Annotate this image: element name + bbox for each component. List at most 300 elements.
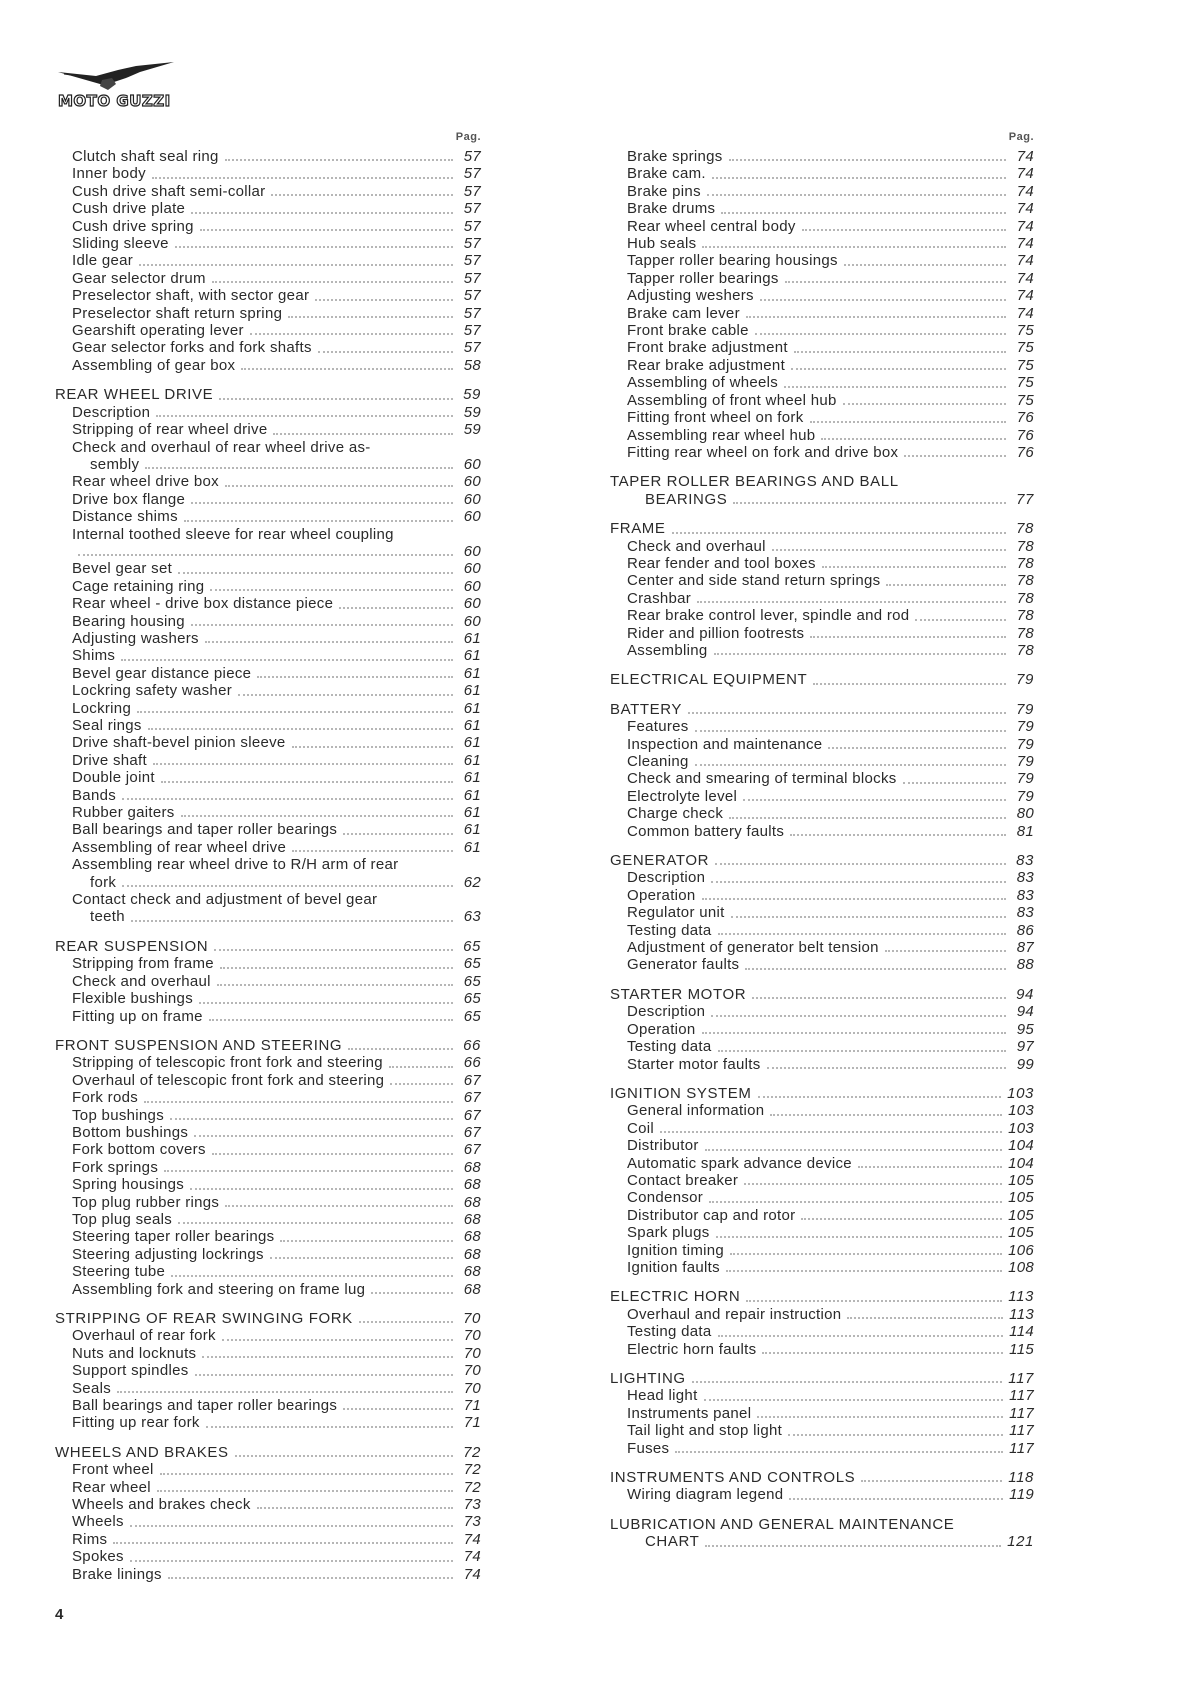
toc-entry[interactable] <box>55 1211 481 1228</box>
toc-section-heading[interactable] <box>55 386 481 403</box>
toc-entry[interactable] <box>610 252 1034 269</box>
toc-entry[interactable] <box>55 1124 481 1141</box>
toc-entry-label: Stripping of telescopic front fork and steering <box>72 1054 383 1072</box>
toc-entry-continued[interactable] <box>55 908 481 925</box>
toc-section-heading[interactable] <box>610 852 1034 869</box>
toc-entry-label: Description <box>627 869 706 887</box>
toc-entry[interactable] <box>610 555 1034 572</box>
toc-page-number: 87 <box>1016 939 1034 957</box>
toc-entry-label: Brake springs <box>627 148 723 165</box>
toc-section-heading[interactable] <box>610 671 1034 688</box>
toc-entry[interactable] <box>610 392 1034 409</box>
dot-leader <box>788 1434 1003 1436</box>
dot-leader <box>744 1183 1002 1185</box>
toc-entry-label: Bevel gear distance piece <box>72 664 252 682</box>
toc-entry[interactable] <box>55 839 481 856</box>
toc-entry[interactable] <box>610 805 1034 822</box>
toc-page-number: 119 <box>1009 1486 1034 1504</box>
toc-entry-label: Assembling rear wheel drive to R/H arm of rear <box>72 856 399 874</box>
toc-entry-label: Rear brake adjustment <box>627 356 786 374</box>
dot-leader <box>802 229 1006 231</box>
toc-entry[interactable] <box>55 1380 481 1397</box>
toc-section <box>610 671 1034 688</box>
toc-page-number: 86 <box>1016 921 1034 939</box>
toc-page-number: 74 <box>1016 148 1034 165</box>
toc-entry[interactable] <box>55 305 481 322</box>
toc-entry[interactable] <box>55 404 481 421</box>
toc-page-number: 95 <box>1016 1020 1034 1038</box>
toc-entry[interactable] <box>610 1038 1034 1055</box>
toc-entry-label: WHEELS AND BRAKES <box>55 1443 229 1461</box>
toc-section <box>610 520 1034 659</box>
toc-entry-label: Testing data <box>627 921 712 939</box>
toc-page-number: 61 <box>463 786 481 804</box>
dot-leader <box>160 1473 453 1475</box>
toc-entry[interactable] <box>610 1120 1034 1137</box>
toc-entry-label: Electrolyte level <box>627 787 738 805</box>
toc-entry-label: Bevel gear set <box>72 560 173 578</box>
toc-entry[interactable] <box>55 821 481 838</box>
toc-page-number: 79 <box>1016 671 1034 689</box>
toc-page-number: 68 <box>463 1176 481 1194</box>
toc-entry[interactable] <box>610 409 1034 426</box>
toc-entry[interactable] <box>610 1387 1034 1404</box>
toc-page-number: 65 <box>463 990 481 1008</box>
toc-entry[interactable] <box>610 1224 1034 1241</box>
toc-entry[interactable] <box>610 753 1034 770</box>
toc-entry[interactable] <box>610 1422 1034 1439</box>
dot-leader <box>794 351 1006 353</box>
toc-entry-label: Seal rings <box>72 717 142 734</box>
dot-leader <box>195 1374 453 1376</box>
toc-entry[interactable] <box>55 1159 481 1176</box>
toc-entry[interactable] <box>55 1479 481 1496</box>
toc-entry-label: Front wheel <box>72 1461 154 1479</box>
toc-section <box>610 473 1034 508</box>
dot-leader <box>758 1096 1002 1098</box>
toc-section-heading-continued[interactable] <box>610 491 1034 508</box>
toc-entry[interactable] <box>55 752 481 769</box>
toc-entry[interactable] <box>55 1141 481 1158</box>
toc-entry[interactable] <box>610 322 1034 339</box>
toc-page-number: 68 <box>463 1210 481 1228</box>
dot-leader <box>695 730 1006 732</box>
toc-page-number: 97 <box>1016 1038 1034 1056</box>
toc-entry-label: Cage retaining ring <box>72 577 205 595</box>
toc-page-number: 60 <box>463 542 481 560</box>
dot-leader <box>175 246 453 248</box>
toc-entry-label: Center and side stand return springs <box>627 572 881 590</box>
dot-leader <box>217 984 453 986</box>
toc-section-heading[interactable] <box>55 1310 481 1327</box>
toc-entry[interactable] <box>55 1263 481 1280</box>
toc-entry[interactable] <box>55 1566 481 1583</box>
toc-entry[interactable] <box>610 287 1034 304</box>
toc-entry-label: Drive shaft-bevel pinion sleeve <box>72 734 286 752</box>
toc-entry[interactable] <box>610 427 1034 444</box>
toc-entry-label: Wiring diagram legend <box>627 1486 784 1504</box>
toc-entry-label: Hub seals <box>627 235 697 253</box>
dot-leader <box>130 1525 453 1527</box>
toc-page-number: 113 <box>1008 1288 1034 1306</box>
toc-entry[interactable] <box>55 856 481 873</box>
toc-entry-label: Adjusting washers <box>72 629 199 647</box>
toc-page-number: 115 <box>1009 1340 1034 1358</box>
toc-entry[interactable] <box>55 1107 481 1124</box>
toc-entry[interactable] <box>610 270 1034 287</box>
dot-leader <box>199 1002 453 1004</box>
toc-entry[interactable] <box>610 200 1034 217</box>
toc-entry[interactable] <box>55 491 481 508</box>
toc-entry[interactable] <box>610 770 1034 787</box>
toc-entry-label: Preselector shaft return spring <box>72 304 283 322</box>
toc-section-heading-continued[interactable] <box>610 1533 1034 1550</box>
toc-entry[interactable] <box>55 990 481 1007</box>
toc-entry[interactable] <box>610 1341 1034 1358</box>
toc-entry-label: Brake drums <box>627 200 716 218</box>
dot-leader <box>714 653 1006 655</box>
dot-leader <box>702 1032 1006 1034</box>
toc-entry[interactable] <box>55 473 481 490</box>
toc-entry[interactable] <box>55 630 481 647</box>
toc-entry-label: Assembling rear wheel hub <box>627 426 816 444</box>
toc-page-number: 75 <box>1016 356 1034 374</box>
toc-section <box>610 1516 1034 1551</box>
toc-entry[interactable] <box>610 305 1034 322</box>
toc-page-number: 117 <box>1009 1404 1034 1422</box>
toc-entry[interactable] <box>55 218 481 235</box>
dot-leader <box>711 1015 1006 1017</box>
toc-entry[interactable] <box>610 374 1034 391</box>
toc-page-number: 65 <box>463 937 481 955</box>
toc-entry[interactable] <box>610 1137 1034 1154</box>
toc-entry[interactable] <box>55 647 481 664</box>
toc-entry[interactable] <box>55 1345 481 1362</box>
toc-entry-label: Contact breaker <box>627 1171 739 1189</box>
toc-page-number: 70 <box>463 1379 481 1397</box>
toc-page-number: 59 <box>463 421 481 439</box>
toc-entry[interactable] <box>610 1189 1034 1206</box>
toc-page-number: 72 <box>463 1478 481 1496</box>
toc-entry[interactable] <box>610 1207 1034 1224</box>
dot-leader <box>844 264 1006 266</box>
toc-entry[interactable] <box>55 235 481 252</box>
toc-entry[interactable] <box>55 1008 481 1025</box>
toc-entry-label: Wheels <box>72 1513 124 1531</box>
dot-leader <box>181 815 453 817</box>
toc-entry[interactable] <box>610 736 1034 753</box>
dot-leader <box>730 1253 1002 1255</box>
toc-page-number: 106 <box>1008 1241 1034 1259</box>
toc-entry[interactable] <box>55 252 481 269</box>
toc-entry[interactable] <box>55 1176 481 1193</box>
toc-entry[interactable] <box>55 165 481 182</box>
toc-page-number: 79 <box>1016 787 1034 805</box>
toc-section-heading[interactable] <box>610 1085 1034 1102</box>
toc-entry-label: Assembling fork and steering on frame lug <box>72 1280 366 1298</box>
toc-entry[interactable] <box>610 1440 1034 1457</box>
toc-page-number: 68 <box>463 1158 481 1176</box>
toc-page-number: 77 <box>1016 490 1034 508</box>
dot-leader <box>772 549 1006 551</box>
toc-section-heading[interactable] <box>610 473 1034 490</box>
dot-leader <box>389 1066 453 1068</box>
toc-entry[interactable] <box>610 1056 1034 1073</box>
toc-entry-label: Starter motor faults <box>627 1055 761 1073</box>
toc-page-number: 74 <box>463 1548 481 1566</box>
toc-entry[interactable] <box>55 1194 481 1211</box>
toc-entry[interactable] <box>610 218 1034 235</box>
toc-page-number: 57 <box>463 165 481 183</box>
toc-page-number: 72 <box>463 1443 481 1461</box>
toc-entry-label: Fork bottom covers <box>72 1141 206 1159</box>
toc-entry[interactable] <box>55 357 481 374</box>
toc-entry-continued[interactable] <box>55 543 481 560</box>
toc-entry[interactable] <box>55 578 481 595</box>
dot-leader <box>235 1455 453 1457</box>
toc-entry-label: Overhaul and repair instruction <box>627 1305 842 1323</box>
toc-entry[interactable] <box>55 339 481 356</box>
toc-entry[interactable] <box>610 788 1034 805</box>
toc-entry[interactable] <box>610 165 1034 182</box>
toc-entry[interactable] <box>610 1102 1034 1119</box>
dot-leader <box>904 455 1006 457</box>
toc-entry-label: Rider and pillion footrests <box>627 624 805 642</box>
toc-section-heading[interactable] <box>55 1444 481 1461</box>
toc-entry[interactable] <box>610 1242 1034 1259</box>
dot-leader <box>219 398 453 400</box>
toc-entry[interactable] <box>55 1362 481 1379</box>
toc-entry[interactable] <box>55 270 481 287</box>
toc-entry-label: Automatic spark advance device <box>627 1154 852 1172</box>
toc-entry[interactable] <box>55 804 481 821</box>
toc-page-number: 75 <box>1016 322 1034 340</box>
toc-entry[interactable] <box>55 700 481 717</box>
toc-entry[interactable] <box>610 1259 1034 1276</box>
toc-entry[interactable] <box>55 183 481 200</box>
toc-entry[interactable] <box>55 421 481 438</box>
toc-entry-label: Spokes <box>72 1548 124 1566</box>
toc-entry-label-continued: CHART <box>645 1533 700 1551</box>
toc-entry-label: Features <box>627 718 689 736</box>
toc-entry[interactable] <box>55 595 481 612</box>
toc-page-number: 79 <box>1016 753 1034 770</box>
toc-entry[interactable] <box>610 939 1034 956</box>
toc-entry[interactable] <box>610 956 1034 973</box>
dot-leader <box>212 1153 453 1155</box>
toc-entry[interactable] <box>610 235 1034 252</box>
toc-entry[interactable] <box>610 339 1034 356</box>
toc-page-number: 60 <box>463 490 481 508</box>
toc-page-number: 61 <box>463 682 481 700</box>
toc-entry[interactable] <box>55 1072 481 1089</box>
toc-section <box>610 1085 1034 1276</box>
dot-leader <box>318 351 453 353</box>
toc-entry[interactable] <box>55 613 481 630</box>
dot-leader <box>733 502 1006 504</box>
toc-entry[interactable] <box>55 1228 481 1245</box>
toc-entry[interactable] <box>55 682 481 699</box>
toc-entry[interactable] <box>55 1054 481 1071</box>
toc-entry-label: Operation <box>627 886 696 904</box>
toc-entry[interactable] <box>55 1397 481 1414</box>
toc-entry[interactable] <box>610 1405 1034 1422</box>
toc-entry[interactable] <box>610 1323 1034 1340</box>
toc-entry[interactable] <box>55 526 481 543</box>
toc-page-number: 57 <box>463 217 481 235</box>
toc-entry[interactable] <box>55 769 481 786</box>
toc-entry-label: Top bushings <box>72 1106 164 1124</box>
dot-leader <box>745 968 1006 970</box>
toc-entry[interactable] <box>55 955 481 972</box>
dot-leader <box>718 933 1007 935</box>
toc-entry[interactable] <box>55 287 481 304</box>
toc-entry[interactable] <box>55 1327 481 1344</box>
toc-entry[interactable] <box>55 200 481 217</box>
toc-entry-label: Rear wheel drive box <box>72 473 219 491</box>
toc-entry[interactable] <box>610 590 1034 607</box>
dot-leader <box>790 834 1006 836</box>
toc-page-number: 68 <box>463 1228 481 1246</box>
toc-entry[interactable] <box>55 734 481 751</box>
toc-entry[interactable] <box>610 625 1034 642</box>
toc-entry[interactable] <box>55 1513 481 1530</box>
toc-entry[interactable] <box>55 973 481 990</box>
toc-entry[interactable] <box>55 787 481 804</box>
toc-section-heading[interactable] <box>610 1288 1034 1305</box>
toc-entry-continued[interactable] <box>55 456 481 473</box>
dot-leader <box>122 798 453 800</box>
dot-leader <box>139 264 453 266</box>
toc-section-heading[interactable] <box>610 520 1034 537</box>
toc-entry[interactable] <box>55 717 481 734</box>
toc-page-number: 70 <box>463 1310 481 1327</box>
toc-entry[interactable] <box>610 444 1034 461</box>
toc-entry[interactable] <box>610 922 1034 939</box>
toc-page-number: 78 <box>1016 607 1034 625</box>
dot-leader <box>692 1381 1003 1383</box>
toc-section-heading[interactable] <box>55 938 481 955</box>
toc-entry[interactable] <box>610 1306 1034 1323</box>
toc-section-heading[interactable] <box>610 1370 1034 1387</box>
toc-entry-label: Gear selector forks and fork shafts <box>72 339 312 357</box>
toc-entry[interactable] <box>55 891 481 908</box>
toc-entry[interactable] <box>55 1414 481 1431</box>
toc-entry[interactable] <box>610 572 1034 589</box>
dot-leader <box>339 607 453 609</box>
toc-entry[interactable] <box>610 357 1034 374</box>
toc-entry[interactable] <box>610 869 1034 886</box>
toc-entry[interactable] <box>610 1003 1034 1020</box>
dot-leader <box>348 1048 453 1050</box>
toc-entry[interactable] <box>610 642 1034 659</box>
toc-page-number: 67 <box>463 1089 481 1107</box>
dot-leader <box>190 1188 453 1190</box>
toc-section-heading[interactable] <box>610 1516 1034 1533</box>
toc-entry[interactable] <box>55 560 481 577</box>
toc-page-number: 74 <box>1016 304 1034 322</box>
dot-leader <box>705 1149 1002 1151</box>
toc-entry[interactable] <box>55 1496 481 1513</box>
toc-entry-label: TAPER ROLLER BEARINGS AND BALL <box>610 473 899 491</box>
toc-entry[interactable] <box>55 148 481 165</box>
toc-entry[interactable] <box>610 607 1034 624</box>
toc-entry[interactable] <box>55 1548 481 1565</box>
toc-entry-label: Testing data <box>627 1323 712 1341</box>
toc-page-number: 99 <box>1016 1055 1034 1073</box>
toc-entry-label: Spark plugs <box>627 1224 710 1242</box>
toc-page-number: 61 <box>463 699 481 717</box>
toc-entry[interactable] <box>55 1531 481 1548</box>
toc-entry[interactable] <box>610 148 1034 165</box>
toc-page-number: 78 <box>1016 537 1034 555</box>
toc-entry[interactable] <box>610 823 1034 840</box>
toc-section-heading[interactable] <box>610 986 1034 1003</box>
toc-entry[interactable] <box>610 1155 1034 1172</box>
toc-entry[interactable] <box>55 1089 481 1106</box>
toc-entry[interactable] <box>55 1461 481 1478</box>
toc-entry-label: Gearshift operating lever <box>72 322 244 340</box>
toc-section-heading[interactable] <box>610 701 1034 718</box>
toc-page-number: 118 <box>1008 1469 1034 1487</box>
toc-page-number: 67 <box>463 1106 481 1124</box>
toc-page-number: 59 <box>463 403 481 421</box>
toc-entry[interactable] <box>55 1246 481 1263</box>
toc-page-number: 59 <box>463 386 481 404</box>
toc-entry-label: Idle gear <box>72 252 134 270</box>
toc-page-number: 83 <box>1016 904 1034 922</box>
toc-entry[interactable] <box>610 904 1034 921</box>
toc-page-number: 74 <box>1016 269 1034 287</box>
dot-leader <box>200 229 453 231</box>
toc-entry[interactable] <box>610 538 1034 555</box>
dot-leader <box>191 502 453 504</box>
toc-entry-label: Cush drive plate <box>72 200 186 218</box>
toc-page-number: 94 <box>1016 1003 1034 1021</box>
toc-entry[interactable] <box>55 508 481 525</box>
toc-entry[interactable] <box>610 1486 1034 1503</box>
toc-section-heading[interactable] <box>610 1469 1034 1486</box>
toc-page-number: 117 <box>1009 1439 1034 1457</box>
toc-section-heading[interactable] <box>55 1037 481 1054</box>
toc-entry-label: Rubber gaiters <box>72 804 175 822</box>
toc-page-number: 79 <box>1016 700 1034 718</box>
toc-page-number: 74 <box>463 1565 481 1583</box>
dot-leader <box>178 1222 453 1224</box>
toc-entry-continued[interactable] <box>55 874 481 891</box>
toc-entry[interactable] <box>610 183 1034 200</box>
toc-entry[interactable] <box>55 439 481 456</box>
toc-entry-label: Ball bearings and taper roller bearings <box>72 821 338 839</box>
dot-leader <box>270 1257 453 1259</box>
dot-leader <box>715 863 1006 865</box>
toc-entry[interactable] <box>55 1281 481 1298</box>
toc-entry[interactable] <box>55 665 481 682</box>
toc-page-number: 76 <box>1016 409 1034 427</box>
toc-page-number: 94 <box>1016 985 1034 1003</box>
toc-entry-label: Seals <box>72 1379 112 1397</box>
toc-page-number: 105 <box>1008 1171 1034 1189</box>
toc-entry[interactable] <box>55 322 481 339</box>
toc-page-number: 103 <box>1008 1119 1034 1137</box>
toc-entry[interactable] <box>610 718 1034 735</box>
toc-entry[interactable] <box>610 1021 1034 1038</box>
dot-leader <box>813 683 1006 685</box>
toc-page-number: 60 <box>463 473 481 491</box>
toc-entry[interactable] <box>610 887 1034 904</box>
toc-entry-label: Check and overhaul <box>627 537 766 555</box>
toc-entry[interactable] <box>610 1172 1034 1189</box>
